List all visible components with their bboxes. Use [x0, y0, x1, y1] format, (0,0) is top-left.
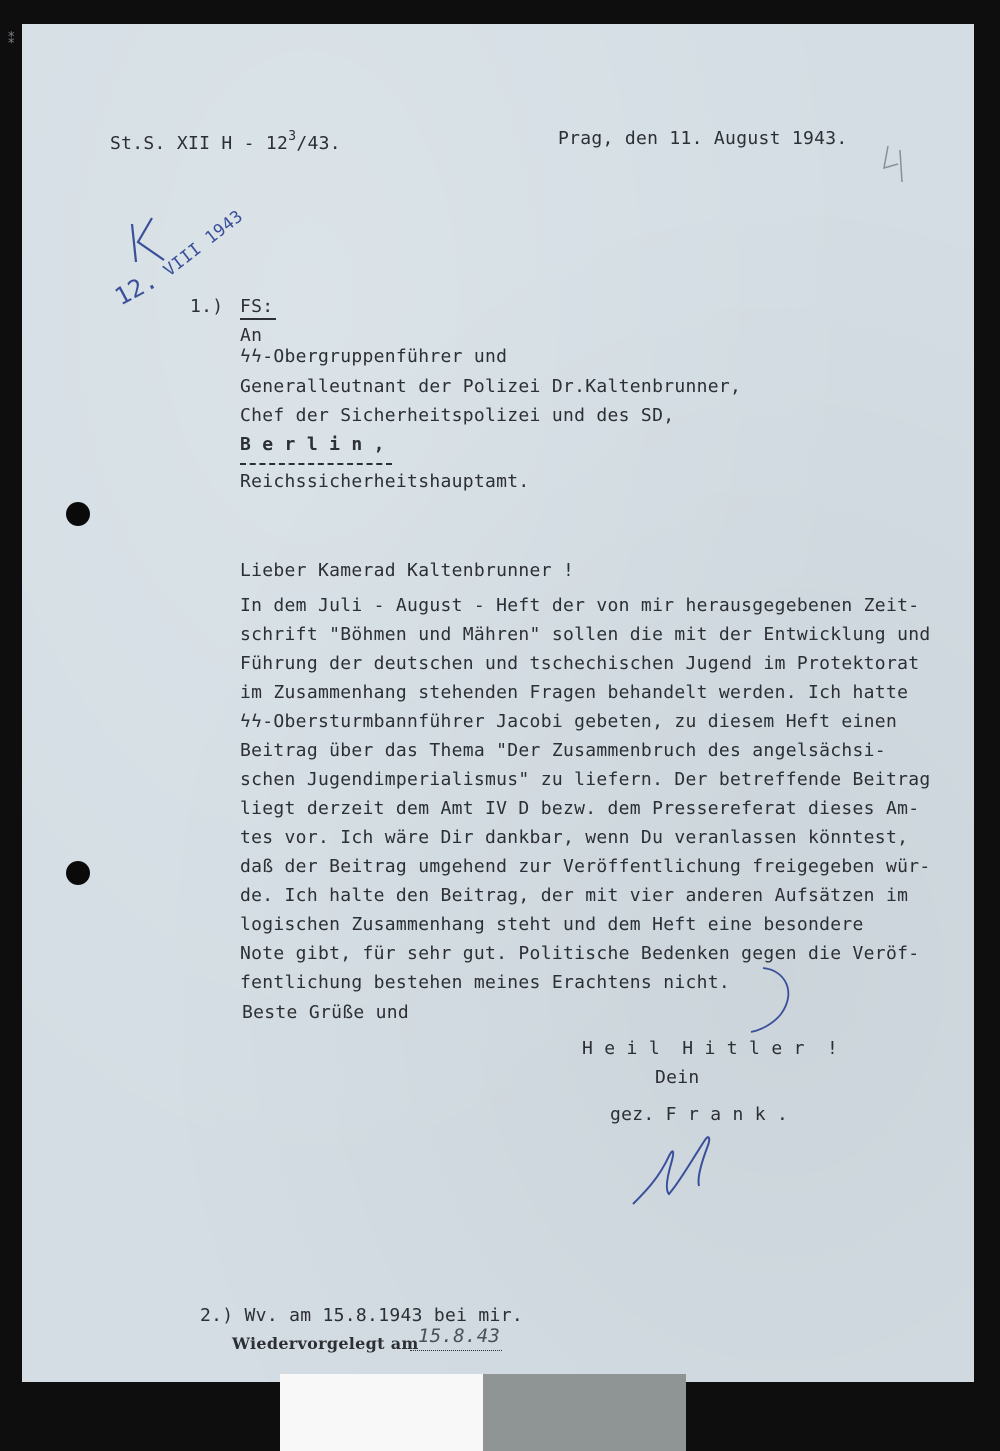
body-line: Note gibt, für sehr gut. Politische Bedenken gegen die Veröf-	[240, 943, 920, 964]
heil-line: H e i l H i t l e r !	[582, 1038, 839, 1059]
gray-calibration-block	[483, 1374, 686, 1451]
body-line: tes vor. Ich wäre Dir dankbar, wenn Du veranlassen könntest,	[240, 827, 909, 848]
reference-number: St.S. XII H - $12^3/43$.	[110, 129, 341, 154]
body-line: liegt derzeit dem Amt IV D bezw. dem Pressereferat dieses Am-	[240, 798, 920, 819]
place-date: Prag, den 11. August 1943.	[558, 128, 848, 149]
body-line: fentlichung bestehen meines Erachtens nicht.	[240, 972, 731, 993]
stamp-month-year: VIII 1943	[160, 206, 248, 281]
address-line: Reichssicherheitshauptamt.	[240, 471, 530, 492]
signature-line: gez. F r a n k .	[610, 1104, 789, 1125]
address-line: Generalleutnant der Polizei Dr.Kaltenbrunner,	[240, 376, 742, 397]
handwritten-initial-icon	[625, 1120, 735, 1220]
body-line: de. Ich halte den Beitrag, der mit vier anderen Aufsätzen im	[240, 885, 909, 906]
resubmission-date: 15.8.43	[418, 1325, 501, 1347]
body-line: schen Jugendimperialismus" zu liefern. Der betreffende Beitrag	[240, 769, 931, 790]
item1-number: 1.)	[190, 296, 224, 317]
salutation: Lieber Kamerad Kaltenbrunner !	[240, 560, 575, 581]
body-line: In dem Juli - August - Heft der von mir herausgegebenen Zeit-	[240, 595, 920, 616]
white-calibration-block	[280, 1374, 483, 1451]
body-line: daß der Beitrag umgehend zur Veröffentlichung freigegeben wür-	[240, 856, 931, 877]
address-line: ϟϟ-Obergruppenführer und	[240, 346, 508, 367]
address-line: Chef der Sicherheitspolizei und des SD,	[240, 405, 675, 426]
resubmission-dotted-line	[410, 1350, 502, 1351]
body-line: schrift "Böhmen und Mähren" sollen die mit der Entwicklung und	[240, 624, 931, 645]
city-underline	[240, 463, 392, 465]
body-line: logischen Zusammenhang steht und dem Heft eine besondere	[240, 914, 864, 935]
item2-text: 2.) Wv. am 15.8.1943 bei mir.	[200, 1305, 523, 1326]
address-city: B e r l i n ,	[240, 434, 385, 455]
closing: Beste Grüße und	[242, 1002, 410, 1023]
pencil-bracket-icon	[745, 962, 805, 1042]
stamp-day: 12.	[110, 265, 163, 312]
punch-hole-bottom	[66, 861, 90, 885]
punch-hole-top	[66, 502, 90, 526]
body-line: im Zusammenhang stehenden Fragen behandelt werden. Ich hatte	[240, 682, 909, 703]
body-line: ϟϟ-Obersturmbannführer Jacobi gebeten, zu diesem Heft einen	[240, 711, 898, 732]
address-line: An	[240, 325, 263, 346]
fs-label: FS:	[240, 296, 274, 317]
pencil-mark-icon	[880, 142, 910, 192]
corner-mark: ⁑	[8, 32, 15, 47]
body-line: Führung der deutschen und tschechischen Jugend im Protektorat	[240, 653, 920, 674]
fs-underline	[240, 318, 276, 320]
resubmission-stamp-label: Wiedervorgelegt am	[232, 1334, 419, 1353]
body-line: Beitrag über das Thema "Der Zusammenbruch des angelsächsi-	[240, 740, 886, 761]
dein-line: Dein	[655, 1067, 700, 1088]
